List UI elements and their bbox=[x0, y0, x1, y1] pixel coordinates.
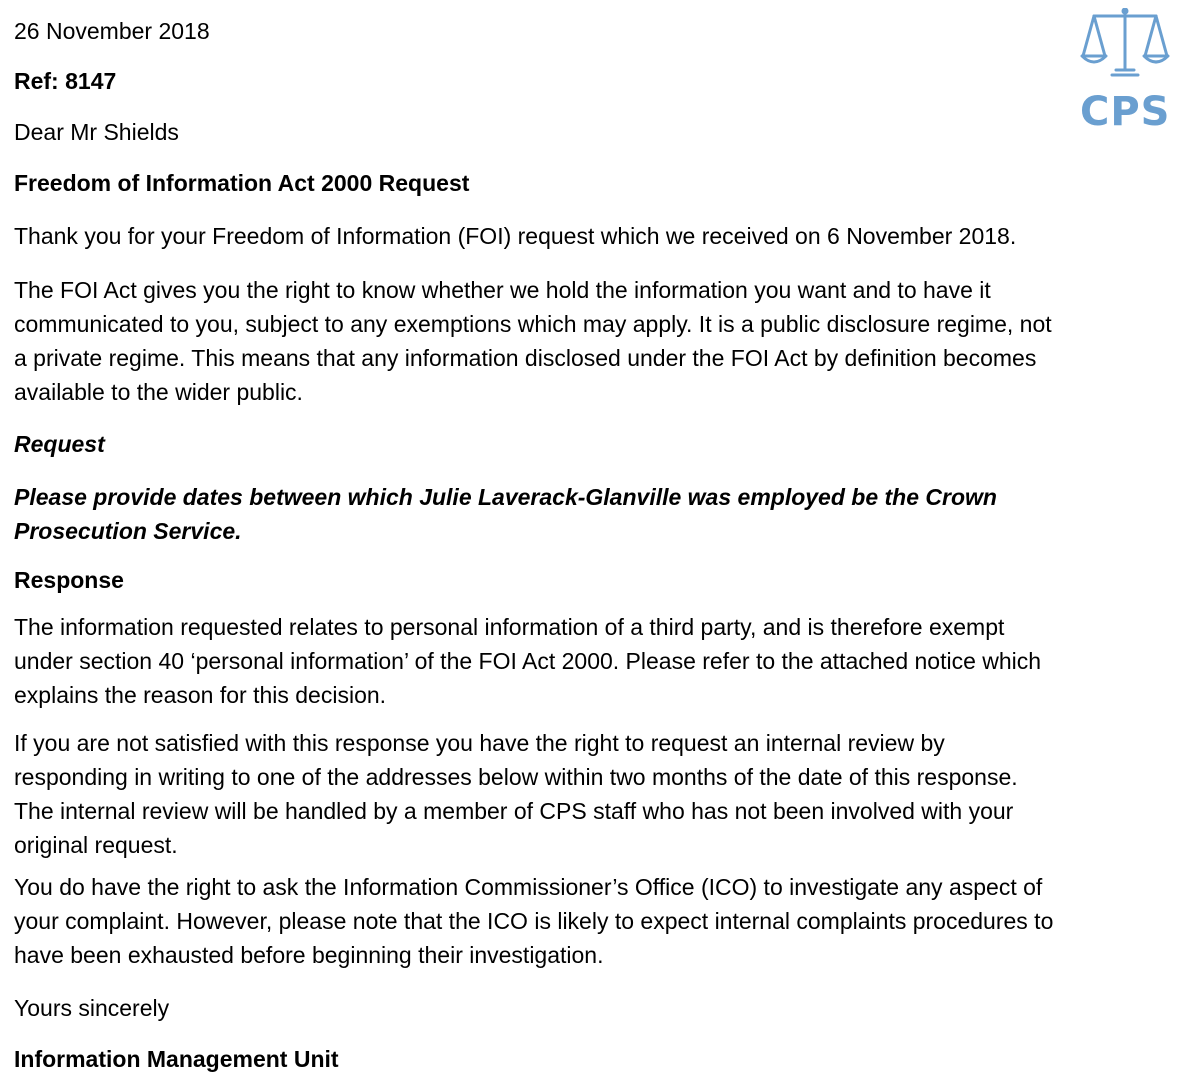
ico-line: your complaint. However, please note that the ICO is likely to expect internal complaints procedures to bbox=[14, 908, 1054, 934]
letter-ref: Ref: 8147 bbox=[14, 68, 117, 94]
closing: Yours sincerely bbox=[14, 995, 170, 1021]
foi-rights-line: available to the wider public. bbox=[14, 379, 303, 405]
letter-subject: Freedom of Information Act 2000 Request bbox=[14, 170, 470, 196]
request-line: Please provide dates between which Julie Laverack-Glanville was employed be the Crown bbox=[14, 484, 997, 510]
cps-logo bbox=[1080, 8, 1170, 134]
request-text bbox=[14, 480, 1186, 548]
response-line: under section 40 ‘personal information’ of the FOI Act 2000. Please refer to the attached notice which bbox=[14, 648, 1042, 674]
foi-rights-paragraph bbox=[14, 273, 1186, 409]
request-line: Prosecution Service. bbox=[14, 518, 242, 544]
ico-line: have been exhausted before beginning their investigation. bbox=[14, 942, 604, 968]
signature: Information Management Unit bbox=[14, 1046, 339, 1072]
review-line: original request. bbox=[14, 832, 178, 858]
foi-rights-line: The FOI Act gives you the right to know whether we hold the information you want and to have it bbox=[14, 277, 991, 303]
review-line: responding in writing to one of the addresses below within two months of the date of this response. bbox=[14, 764, 1018, 790]
intro-paragraph: Thank you for your Freedom of Information (FOI) request which we received on 6 November 2018. bbox=[14, 223, 1017, 249]
request-heading: Request bbox=[14, 431, 105, 457]
letter-date: 26 November 2018 bbox=[14, 18, 210, 44]
cps-logo-text: CPS bbox=[1080, 89, 1171, 135]
scales-of-justice-icon bbox=[1080, 8, 1170, 88]
ico-line: You do have the right to ask the Information Commissioner’s Office (ICO) to investigate any aspect of bbox=[14, 874, 1043, 900]
response-paragraph bbox=[14, 610, 1186, 712]
salutation: Dear Mr Shields bbox=[14, 119, 179, 145]
foi-rights-line: communicated to you, subject to any exemptions which may apply. It is a public disclosure regime, not bbox=[14, 311, 1052, 337]
review-line: The internal review will be handled by a member of CPS staff who has not been involved with your bbox=[14, 798, 1014, 824]
response-line: explains the reason for this decision. bbox=[14, 682, 387, 708]
response-heading: Response bbox=[14, 567, 124, 593]
review-paragraph bbox=[14, 726, 1186, 862]
review-line: If you are not satisfied with this response you have the right to request an internal review by bbox=[14, 730, 945, 756]
response-line: The information requested relates to personal information of a third party, and is therefore exempt bbox=[14, 614, 1005, 640]
foi-rights-line: a private regime. This means that any information disclosed under the FOI Act by definition becomes bbox=[14, 345, 1037, 371]
ico-paragraph bbox=[14, 870, 1186, 972]
